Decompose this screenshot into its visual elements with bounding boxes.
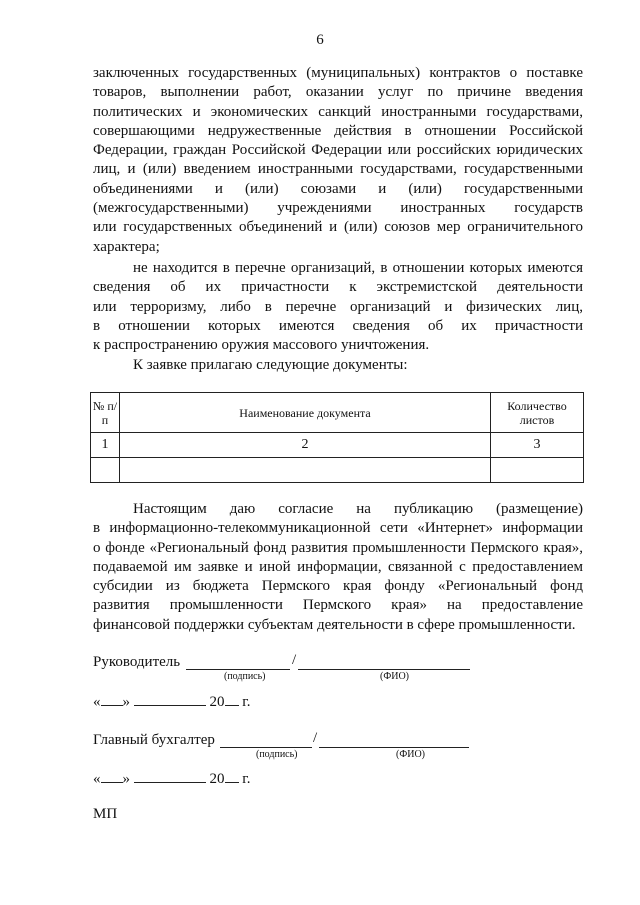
text-line: заключенных государственных (муниципальных) контрактов о поставке [93, 65, 583, 81]
table-cell: 3 [491, 433, 584, 458]
paragraph-consent [93, 500, 583, 635]
text-line: сведения об их причастности к экстремистской деятельности [93, 279, 583, 296]
separator: / [313, 730, 318, 746]
text-line: (межгосударственными) учреждениями иностранных государств [93, 200, 583, 217]
paragraph-extremism [93, 259, 583, 355]
year-blank[interactable] [225, 691, 239, 706]
accountant-date-line [93, 768, 250, 788]
name-caption: (ФИО) [396, 749, 426, 760]
table-cell [91, 458, 120, 483]
head-name-line[interactable] [298, 668, 470, 670]
table-row [91, 433, 584, 458]
head-label: Руководитель [93, 654, 181, 670]
paragraph-attachments [93, 356, 583, 375]
text-line: к распространению оружия массового уничтожения. [93, 337, 430, 354]
paragraph-sanctions [93, 64, 583, 257]
text-line: К заявке прилагаю следующие документы: [133, 357, 408, 373]
text-line: характера; [93, 238, 160, 255]
text-line: совершающими недружественные действия в отношении Российской [93, 122, 583, 139]
close-quote: » [122, 694, 130, 710]
table-cell: 1 [91, 433, 120, 458]
separator: / [292, 652, 297, 668]
table-cell [491, 458, 584, 483]
signature-caption: (подпись) [256, 749, 298, 760]
text-line: в отношении которых имеются сведения об их причастности [93, 317, 583, 334]
accountant-name-line[interactable] [319, 746, 469, 748]
text-line: не находится в перечне организаций, в отношении которых имеются [133, 260, 583, 276]
name-caption: (ФИО) [380, 671, 410, 682]
table-cell [120, 458, 491, 483]
text-line: лиц, и (или) введением иностранными государствами, государственными [93, 161, 583, 178]
text-line: Настоящим даю согласие на публикацию (размещение) [133, 501, 583, 517]
signature-caption: (подпись) [224, 671, 266, 682]
head-signature-line[interactable] [186, 668, 290, 670]
page-number: 6 [316, 32, 324, 48]
year-suffix: г. [242, 694, 251, 710]
head-date-line [93, 691, 250, 711]
year-suffix: г. [242, 771, 251, 787]
open-quote: « [93, 771, 101, 787]
table-cell: 2 [120, 433, 491, 458]
table-row [91, 458, 584, 483]
text-line: в информационно-телекоммуникационной сети «Интернет» информации [93, 520, 583, 537]
column-header-document-name: Наименование документа [120, 393, 491, 433]
table-header-row [91, 393, 584, 433]
day-blank[interactable] [101, 768, 123, 783]
accountant-signature-line[interactable] [220, 746, 312, 748]
documents-table [90, 392, 584, 483]
month-blank[interactable] [134, 768, 206, 783]
text-line: политических и экономических санкций иностранными государствами, [93, 103, 583, 120]
text-line: субсидии из бюджета Пермского края фонду «Региональный фонд [93, 578, 583, 595]
text-line: финансовой поддержки субъектам деятельности в сфере промышленности. [93, 616, 576, 633]
text-line: товаров, выполнении работ, оказании услуг по причине введения [93, 84, 583, 101]
text-line: подаваемой им заявке и иной информации, связанной с предоставлением [93, 558, 583, 575]
text-line: развития промышленности Пермского края» на предоставление [93, 597, 583, 614]
year-prefix: 20 [209, 694, 225, 710]
column-header-pages: Количество листов [491, 393, 584, 433]
accountant-label: Главный бухгалтер [93, 732, 215, 748]
column-header-number: № п/п [91, 393, 120, 433]
year-prefix: 20 [209, 771, 225, 787]
close-quote: » [122, 771, 130, 787]
year-blank[interactable] [225, 768, 239, 783]
text-line: или терроризму, либо в перечне организаций и физических лиц, [93, 298, 583, 315]
text-line: о фонде «Региональный фонд развития промышленности Пермского края», [93, 539, 583, 556]
month-blank[interactable] [134, 691, 206, 706]
day-blank[interactable] [101, 691, 123, 706]
open-quote: « [93, 694, 101, 710]
stamp-placeholder: МП [93, 806, 118, 822]
text-line: или государственных объединений и (или) союзов мер ограничительного [93, 219, 583, 236]
text-line: объединениями и (или) союзами и (или) государственными [93, 180, 583, 197]
text-line: Федерации, граждан Российской Федерации или российских юридических [93, 142, 583, 159]
